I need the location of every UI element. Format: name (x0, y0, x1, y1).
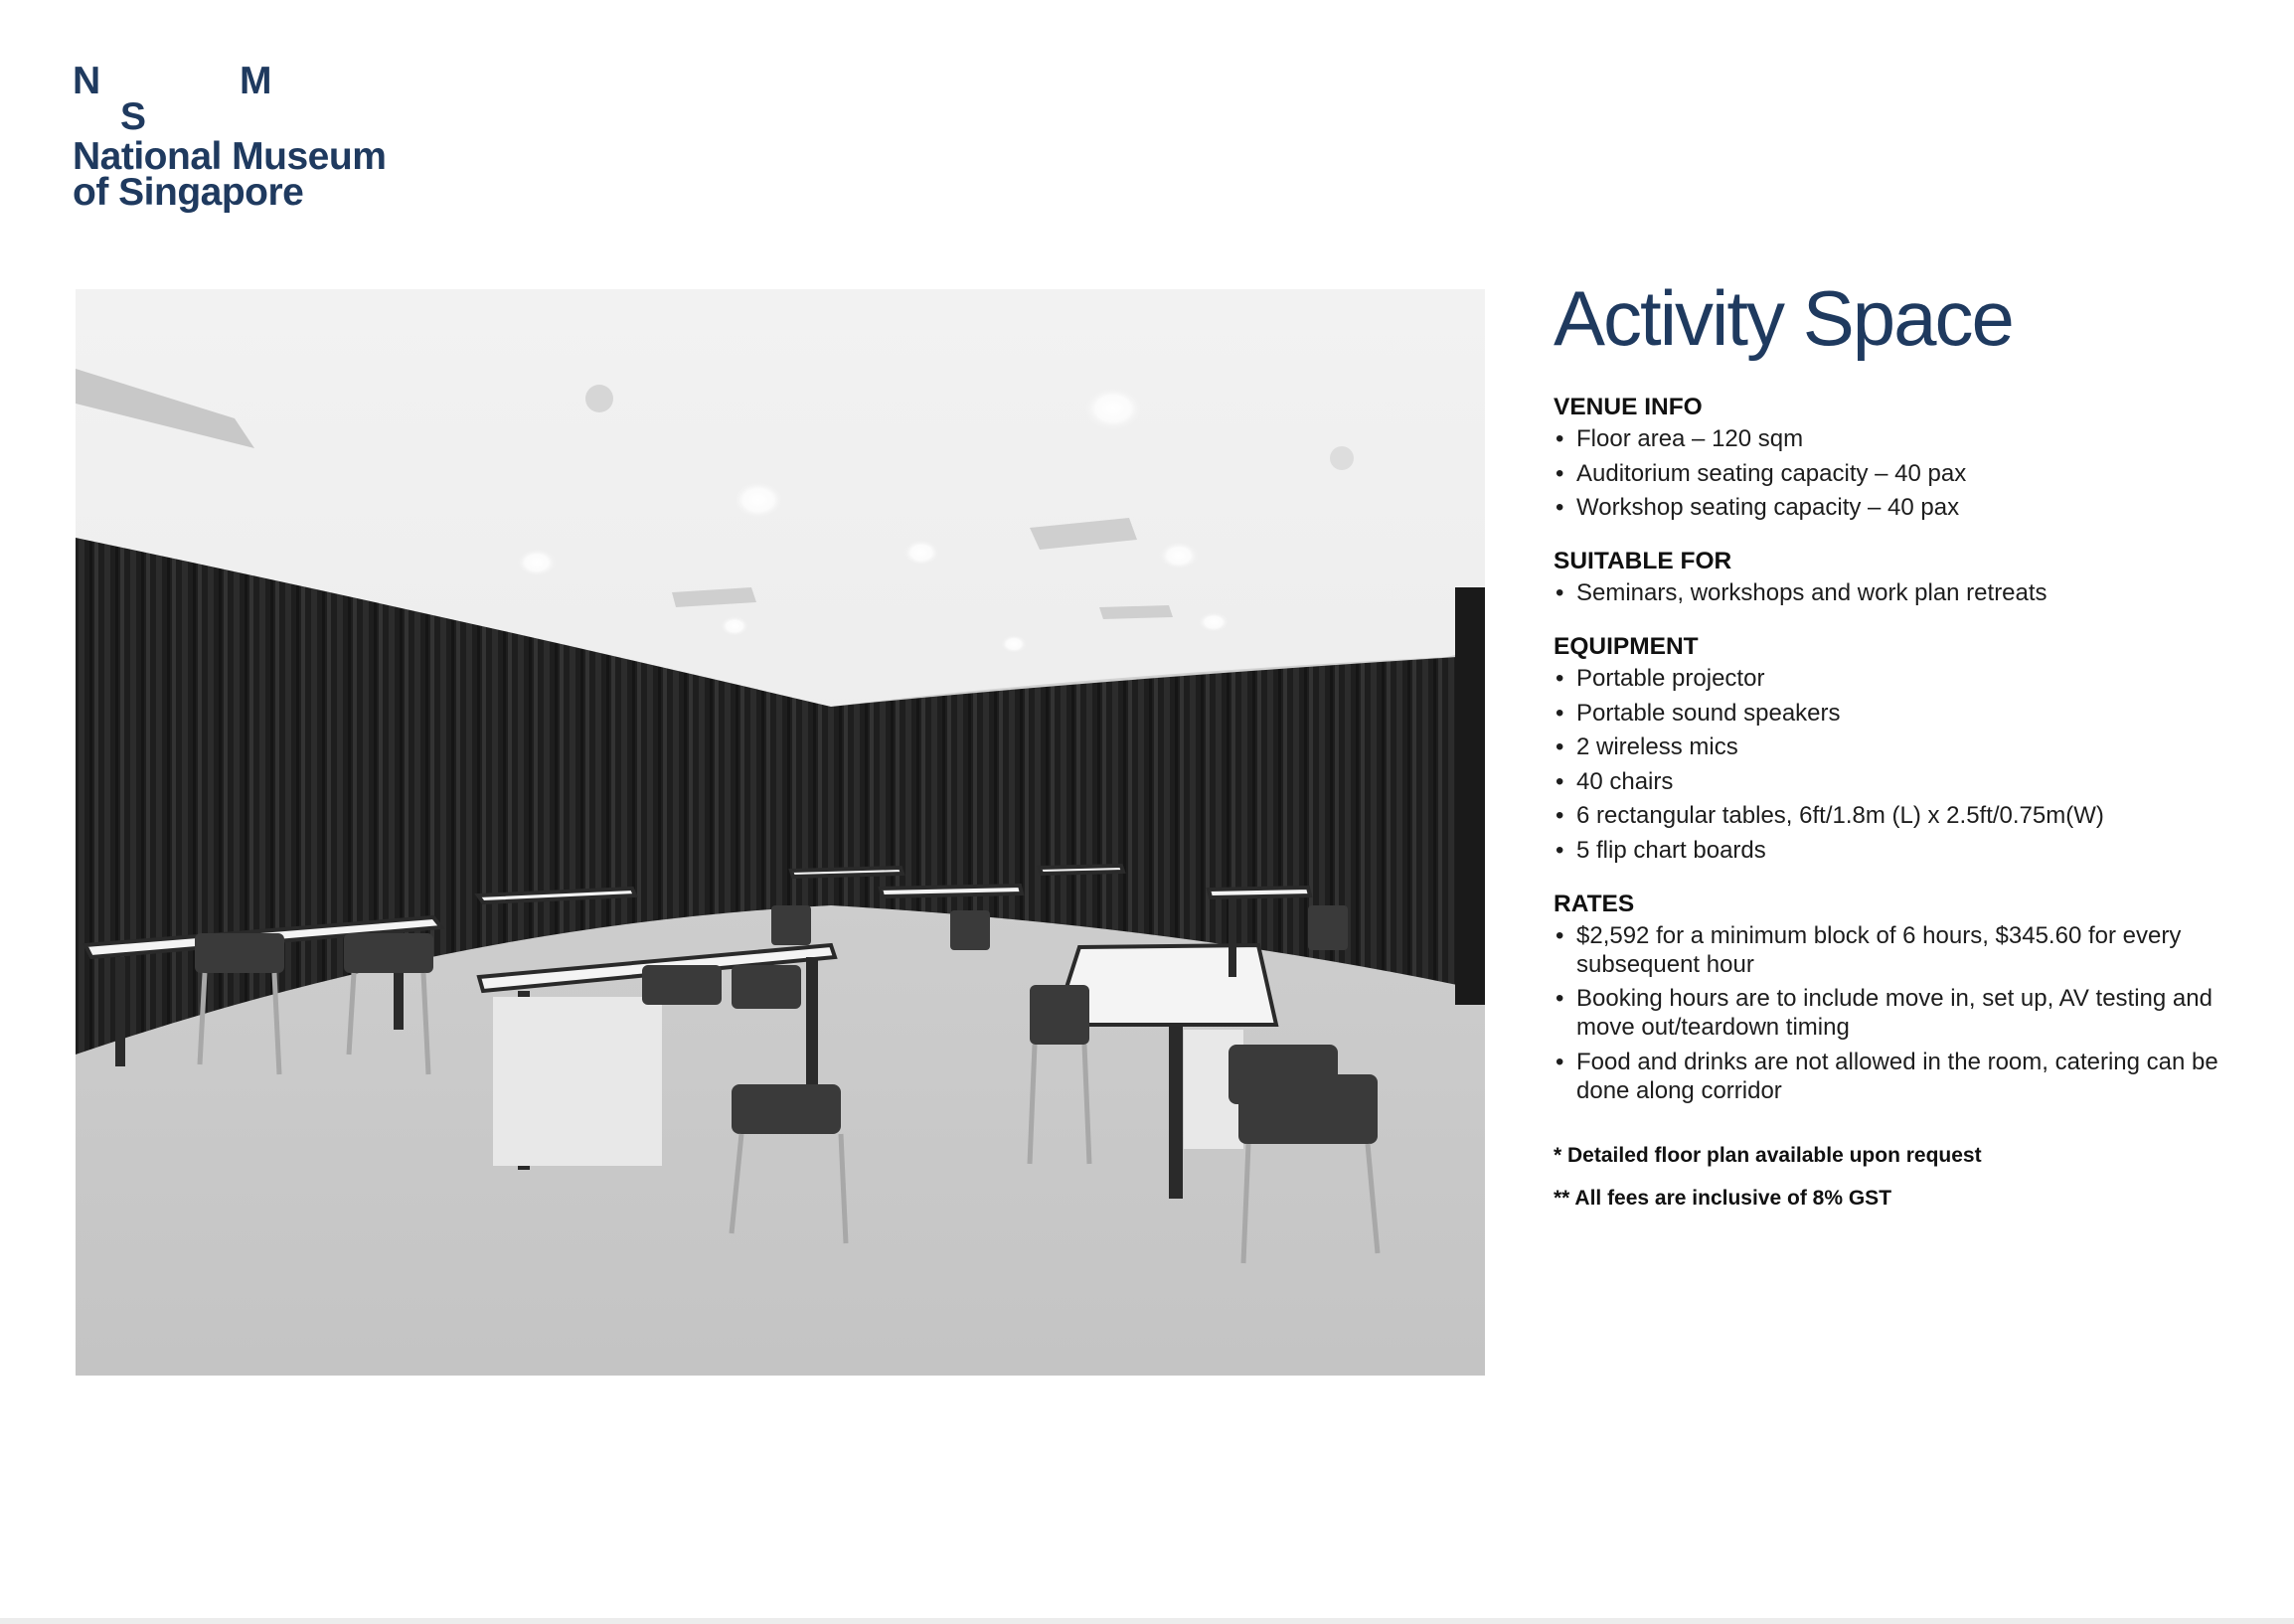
footnote-floor-plan: * Detailed floor plan available upon request (1554, 1143, 1982, 1167)
suitable-for-list (1554, 578, 2239, 607)
list-item: • Food and drinks are not allowed in the room, catering can be done along corridor (1554, 1048, 2239, 1105)
section-heading: VENUE INFO (1554, 394, 1703, 420)
rates-section (1554, 888, 2239, 1105)
list-item: • Workshop seating capacity – 40 pax (1554, 493, 2239, 522)
list-item: • 5 flip chart boards (1554, 836, 2239, 865)
equipment-list (1554, 664, 2239, 865)
activity-space-photo (76, 289, 1485, 1376)
venue-info-section (1554, 391, 2239, 522)
page-bottom-divider (0, 1618, 2294, 1624)
list-item: • 6 rectangular tables, 6ft/1.8m (L) x 2.5ft/0.75m(W) (1554, 801, 2239, 830)
venue-info-list (1554, 424, 2239, 522)
venue-info-panel (1554, 273, 2239, 1228)
list-item: • Auditorium seating capacity – 40 pax (1554, 459, 2239, 488)
logo-letter-n: N (73, 60, 101, 102)
section-heading: EQUIPMENT (1554, 633, 1699, 660)
nms-logo (73, 60, 387, 214)
logo-name-line-1: National Museum (73, 135, 387, 178)
logo-monogram (73, 62, 291, 139)
footnote-gst: ** All fees are inclusive of 8% GST (1554, 1186, 1892, 1210)
list-item: • Floor area – 120 sqm (1554, 424, 2239, 453)
list-item: • Portable projector (1554, 664, 2239, 693)
equipment-section (1554, 630, 2239, 865)
logo-name-line-2: of Singapore (73, 171, 304, 214)
list-item: • 40 chairs (1554, 767, 2239, 796)
room-illustration (76, 289, 1485, 1376)
list-item: • Seminars, workshops and work plan retreats (1554, 578, 2239, 607)
footnotes (1554, 1143, 2239, 1212)
logo-letter-s: S (120, 95, 147, 138)
logo-letter-m: M (240, 60, 272, 102)
rates-list (1554, 921, 2239, 1105)
list-item: • Booking hours are to include move in, set up, AV testing and move out/teardown timing (1554, 984, 2239, 1042)
section-heading: SUITABLE FOR (1554, 548, 1732, 574)
list-item: • 2 wireless mics (1554, 732, 2239, 761)
page-title: Activity Space (1554, 274, 2013, 362)
suitable-for-section (1554, 545, 2239, 607)
list-item: • Portable sound speakers (1554, 699, 2239, 728)
section-heading: RATES (1554, 890, 1635, 917)
list-item: • $2,592 for a minimum block of 6 hours, $345.60 for every subsequent hour (1554, 921, 2239, 979)
